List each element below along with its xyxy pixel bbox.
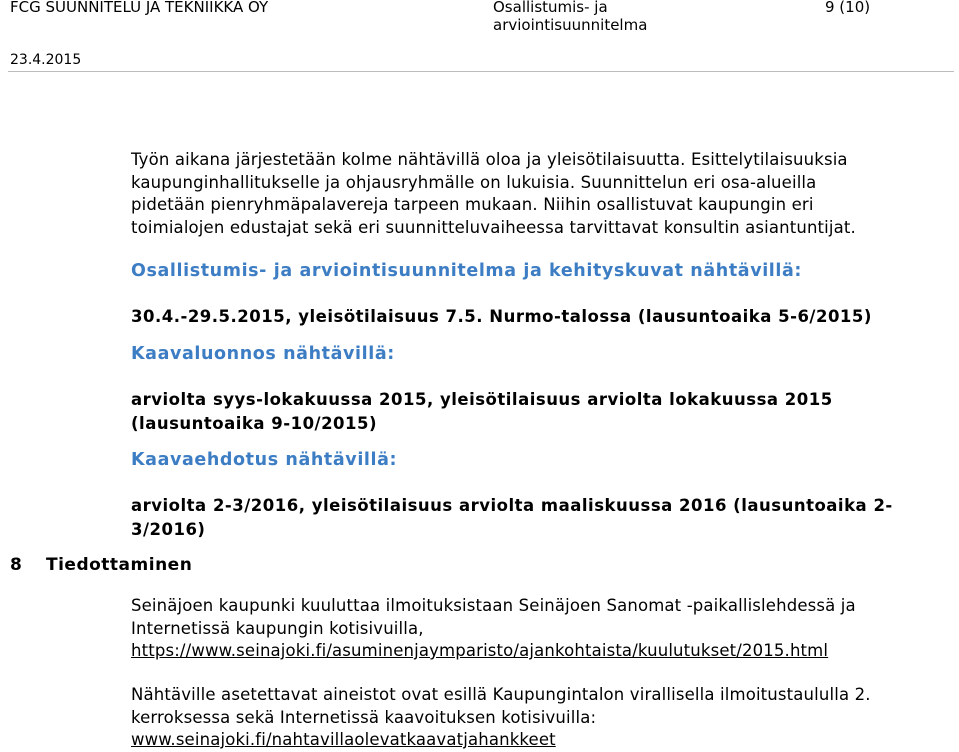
kuulutukset-link[interactable]: https://www.seinajoki.fi/asuminenjaymparisto/ajankohtaista/kuulutukset/2015.html: [131, 641, 829, 660]
document-date: 23.4.2015: [10, 52, 82, 68]
paragraph-line: Nähtäville asetettavat aineistot ovat esillä Kaupungintalon virallisella ilmoitustaululla 2.: [131, 685, 871, 704]
document-title-line2: arviointisuunnitelma: [493, 16, 648, 34]
header-divider: [8, 71, 954, 72]
announcement-paragraph: [131, 595, 941, 663]
kaavaehdotus-heading: Kaavaehdotus nähtävillä:: [131, 450, 398, 470]
materials-paragraph: [131, 684, 941, 752]
schedule-line: arviolta syys-lokakuussa 2015, yleisötilaisuus arviolta lokakuussa 2015: [131, 390, 833, 409]
page-number: 9 (10): [825, 0, 871, 16]
intro-line: kaupunginhallitukselle ja ohjausryhmälle on lukuisia. Suunnittelun eri osa-alueilla: [131, 172, 817, 192]
intro-paragraph: [131, 149, 941, 239]
document-title: [493, 0, 647, 34]
kaavoitus-homepage-link[interactable]: www.seinajoki.fi/nahtavillaolevatkaavatjahankkeet: [131, 730, 556, 749]
section-title: Tiedottaminen: [46, 555, 193, 575]
paragraph-line: Internetissä kaupungin kotisivuilla,: [131, 618, 424, 638]
document-title-line1: Osallistumis- ja: [493, 0, 608, 16]
schedule-line: arviolta 2-3/2016, yleisötilaisuus arviolta maaliskuussa 2016 (lausuntoaika 2-: [131, 496, 893, 515]
paragraph-line: Seinäjoen kaupunki kuuluttaa ilmoituksistaan Seinäjoen Sanomat -paikallislehdessä ja: [131, 596, 856, 615]
schedule-line: (lausuntoaika 9-10/2015): [131, 414, 378, 433]
kaavaehdotus-schedule: [131, 494, 946, 542]
paragraph-line: kerroksessa sekä Internetissä kaavoituksen kotisivuilla:: [131, 707, 597, 727]
intro-line: pidetään pienryhmäpalavereja tarpeen mukaan. Niihin osallistuvat kaupungin eri: [131, 195, 814, 214]
section-heading-tiedottaminen: [10, 555, 192, 575]
osallistumis-schedule: 30.4.-29.5.2015, yleisötilaisuus 7.5. Nurmo-talossa (lausuntoaika 5-6/2015): [131, 307, 872, 326]
schedule-line: 3/2016): [131, 520, 206, 539]
intro-line: toimialojen edustajat sekä eri suunnitteluvaiheessa tarvittavat konsultin asiantuntijat.: [131, 217, 856, 237]
section-number: 8: [10, 555, 23, 575]
osallistumis-heading: Osallistumis- ja arviointisuunnitelma ja kehityskuvat nähtävillä:: [131, 261, 803, 281]
kaavaluonnos-heading: Kaavaluonnos nähtävillä:: [131, 344, 395, 364]
kaavaluonnos-schedule: [131, 388, 946, 436]
intro-line: Työn aikana järjestetään kolme nähtävillä oloa ja yleisötilaisuutta. Esittelytilaisuuksia: [131, 150, 848, 169]
company-name: FCG SUUNNITELU JA TEKNIIKKA OY: [10, 0, 269, 16]
